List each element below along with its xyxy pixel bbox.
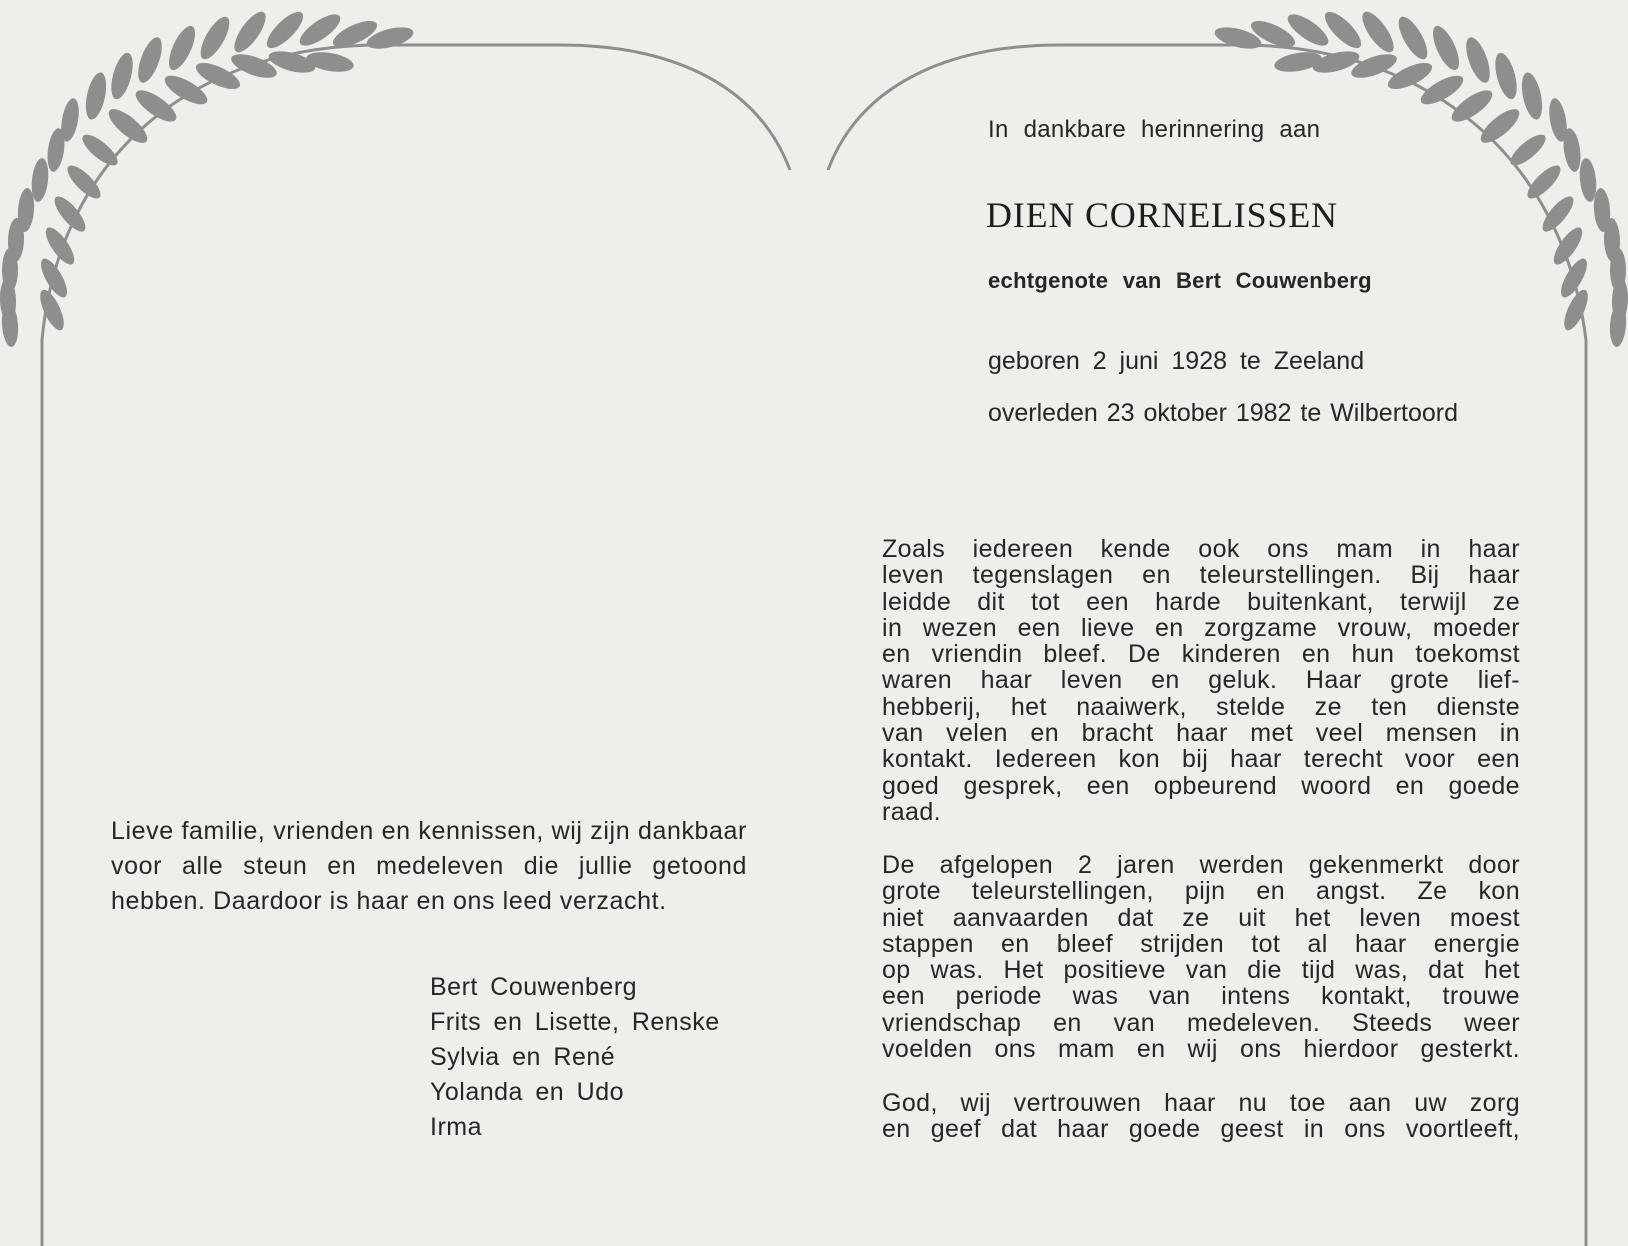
laurel-leaf [1393,13,1433,64]
thanks-paragraph: Lieve familie, vrienden en kennissen, wij zijn dankbaar voor alle steun en medeleven die jullie getoond hebben. Daardoor is haar en ons leed verzacht. [111,817,747,915]
deceased-name: DIEN CORNELISSEN [986,195,1338,235]
laurel-leaf [133,34,166,85]
laurel-leaf [164,22,201,73]
laurel-leaf [1461,34,1494,85]
signatures-list [430,970,720,1145]
signature-name: Irma [430,1113,482,1141]
tribute-line: De afgelopen 2 jaren werden gekenmerkt door [882,851,1520,879]
tribute-line: vriendschap en van medeleven. Steeds weer [882,1008,1520,1037]
tribute-line: niet aanvaarden dat ze uit het leven moest [882,903,1520,932]
tribute-line: een periode was van intens kontakt, trouwe [882,982,1520,1011]
tribute-line: raad. [882,797,941,826]
laurel-leaf [1506,130,1550,171]
tribute-paragraph-3 [882,1090,1520,1143]
laurel-leaf [107,50,137,101]
tribute-line: in wezen een lieve en zorgzame vrouw, moeder [882,613,1520,642]
tribute-line: en geef dat haar goede geest in ons voortleeft, [882,1115,1520,1144]
tribute-line: en vriendin bleef. De kinderen en hun toekomst [882,640,1520,669]
signature-name: Sylvia en René [430,1043,616,1071]
tribute-line: leven tegenslagen en teleurstellingen. Bij haar [882,561,1520,590]
tribute-line: hebberij, het naaiwerk, stelde ze ten dienste [882,692,1520,721]
laurel-leaf [1428,22,1465,73]
tribute-line: op was. Het positieve van die tijd was, dat het [882,956,1520,985]
laurel-leaf [78,130,122,171]
laurel-leaf [1538,192,1579,236]
tribute-line: voelden ons mam en wij ons hierdoor gesterkt. [882,1035,1520,1064]
laurel-leaf [262,7,309,54]
laurel-leaf [63,161,105,203]
birth-line: geboren 2 juni 1928 te Zeeland [988,347,1365,375]
tribute-paragraph-1 [882,536,1520,825]
laurel-leaf [1320,7,1367,54]
laurel-leaf [1518,71,1546,122]
spouse-line: echtgenote van Bert Couwenberg [988,268,1372,293]
tribute-line: goed gesprek, een opbeurend woord en goede [882,771,1520,800]
signature-name: Bert Couwenberg [430,973,638,1001]
laurel-leaf [195,13,235,64]
laurel-leaf [1476,104,1524,149]
laurel-leaf [1491,50,1521,101]
tribute-line: God, wij vertrouwen haar nu toe aan uw zorg [882,1089,1520,1117]
tribute-line: kontakt. Iedereen kon bij haar terecht voor een [882,745,1520,774]
tribute-line: van velen en bracht haar met veel mensen in [882,719,1520,748]
tribute-line: waren haar leven en geluk. Haar grote lief- [882,666,1520,695]
tribute-line: stappen en bleef strijden tot al haar energie [882,929,1520,958]
intro-line: In dankbare herinnering aan [988,116,1321,143]
signature-name: Frits en Lisette, Renske [430,1008,720,1036]
laurel-leaf [82,71,110,122]
death-line: overleden 23 oktober 1982 te Wilbertoord [988,399,1459,427]
tribute-line: Zoals iedereen kende ook ons mam in haar [882,535,1520,563]
laurel-leaf [1357,7,1399,57]
tribute-paragraph-2 [882,852,1520,1062]
signature-name: Yolanda en Udo [430,1078,625,1106]
tribute-line: leidde dit tot een harde buitenkant, terwijl ze [882,587,1520,616]
laurel-leaf [229,7,271,57]
tribute-line: grote teleurstellingen, pijn en angst. Ze kon [882,877,1520,906]
